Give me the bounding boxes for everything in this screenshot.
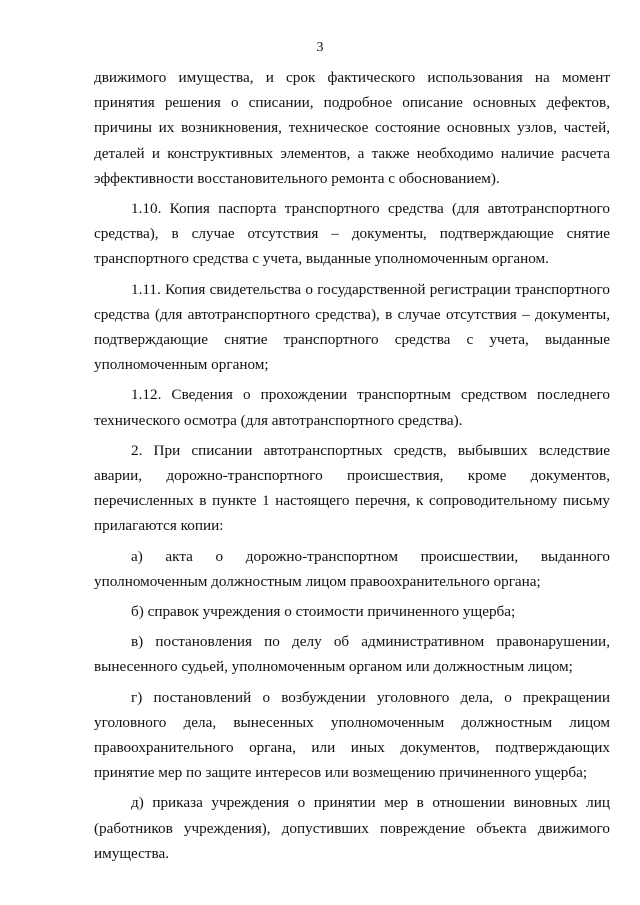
paragraph-2: 2. При списании автотранспортных средств, выбывших вследствие аварии, дорожно-транспортного происшествия, кроме документов, перечисленных в пункте 1 настоящего перечня, к сопроводительному письму прилагаются копии:	[94, 441, 610, 535]
paragraph-1-12: 1.12. Сведения о прохождении транспортным средством последнего технического осмотра (для автотранспортного средства).	[94, 386, 610, 429]
list-item-v: в) постановления по делу об административном правонарушении, вынесенного судьей, уполномоченным органом или должностным лицом;	[94, 633, 610, 676]
list-item-b: б) справок учреждения о стоимости причиненного ущерба;	[131, 603, 516, 621]
paragraph-continuation: движимого имущества, и срок фактического использования на момент принятия решения о списании, подробное описание основных дефектов, причины их возникновения, техническое состояние основных узлов, частей, деталей и конструктивных элементов, а также необходимо наличие расчета эффективности восстановительного ремонта с обоснованием).	[94, 69, 610, 187]
page-number: 3	[316, 40, 324, 55]
list-item-g: г) постановлений о возбуждении уголовного дела, о прекращении уголовного дела, вынесенных уполномоченным должностным лицом правоохранительного органа, или иных документов, подтверждающих принятие мер по защите интересов или возмещению причиненного ущерба;	[94, 688, 610, 782]
list-item-d: д) приказа учреждения о принятии мер в отношении виновных лиц (работников учреждения), допустивших повреждение объекта движимого имущества.	[94, 794, 610, 862]
paragraph-1-11: 1.11. Копия свидетельства о государственной регистрации транспортного средства (для автотранспортного средства), в случае отсутствия – документы, подтверждающие снятие транспортного средства с учета, выданные уполномоченным органом;	[94, 280, 610, 374]
document-body	[94, 65, 610, 871]
list-item-a: а) акта о дорожно-транспортном происшествии, выданного уполномоченным должностным лицом правоохранительного органа;	[94, 547, 610, 590]
paragraph-1-10: 1.10. Копия паспорта транспортного средства (для автотранспортного средства), в случае отсутствия – документы, подтверждающие снятие транспортного средства с учета, выданные уполномоченным органом.	[94, 200, 610, 268]
